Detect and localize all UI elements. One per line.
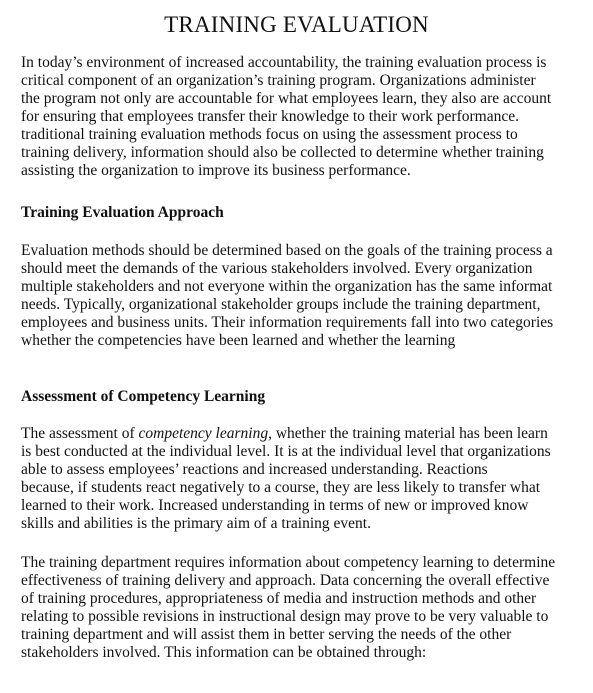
paragraph-3-line-6: skills and abilities is the primary aim of a training event. xyxy=(21,515,371,532)
paragraph-1-line-1: In today’s environment of increased accountability, the training evaluation process is xyxy=(21,54,547,71)
paragraph-1-line-6: training delivery, information should also be collected to determine whether training xyxy=(21,144,544,161)
paragraph-1-line-7: assisting the organization to improve its business performance. xyxy=(21,162,411,179)
paragraph-4-line-6: stakeholders involved. This information can be obtained through: xyxy=(21,644,427,661)
paragraph-2-line-6: whether the competencies have been learned and whether the learning xyxy=(21,332,456,349)
paragraph-3-line-2: is best conducted at the individual level. It is at the individual level that organizations xyxy=(21,443,551,460)
paragraph-4-line-5: training department and will assist them in better serving the needs of the other xyxy=(21,626,512,643)
paragraph-1-line-2: critical component of an organization’s training program. Organizations administer xyxy=(21,72,536,89)
paragraph-2-line-1: Evaluation methods should be determined based on the goals of the training process a xyxy=(21,242,553,259)
paragraph-2-line-5: employees and business units. Their information requirements fall into two categories xyxy=(21,314,554,331)
paragraph-2-line-3: multiple stakeholders and not everyone within the organization has the same informat xyxy=(21,278,553,295)
paragraph-3-line-3: able to assess employees’ reactions and increased understanding. Reactions xyxy=(21,461,488,478)
paragraph-4-line-4: relating to possible revisions in instructional design may prove to be very valuable to xyxy=(21,608,549,625)
section-heading-assessment: Assessment of Competency Learning xyxy=(21,388,266,405)
paragraph-1-line-3: the program not only are accountable for what employees learn, they also are account xyxy=(21,90,552,107)
paragraph-1-line-5: traditional training evaluation methods focus on using the assessment process to xyxy=(21,126,518,143)
paragraph-4-line-1: The training department requires information about competency learning to determine xyxy=(21,554,556,571)
paragraph-3-line-1 xyxy=(21,425,548,443)
document-title: TRAINING EVALUATION xyxy=(164,12,429,37)
paragraph-4-line-2: effectiveness of training delivery and approach. Data concerning the overall effective xyxy=(21,572,550,589)
paragraph-3-line-5: learned to their work. Increased understanding in terms of new or improved know xyxy=(21,497,529,514)
paragraph-3-line-4: because, if students react negatively to a course, they are less likely to transfer what xyxy=(21,479,541,496)
paragraph-3-line-1-before: The assessment of xyxy=(21,425,139,442)
paragraph-3-italic-term: competency learning xyxy=(138,425,269,442)
section-heading-approach: Training Evaluation Approach xyxy=(21,204,224,221)
paragraph-4-line-3: of training procedures, appropriateness of media and instruction methods and other xyxy=(21,590,537,607)
paragraph-3-line-1-after: , whether the training material has been learn xyxy=(268,425,548,442)
paragraph-2-line-2: should meet the demands of the various stakeholders involved. Every organization xyxy=(21,260,533,277)
paragraph-2-line-4: needs. Typically, organizational stakeholder groups include the training department, xyxy=(21,296,541,313)
paragraph-1-line-4: for ensuring that employees transfer their knowledge to their work performance. xyxy=(21,108,519,125)
